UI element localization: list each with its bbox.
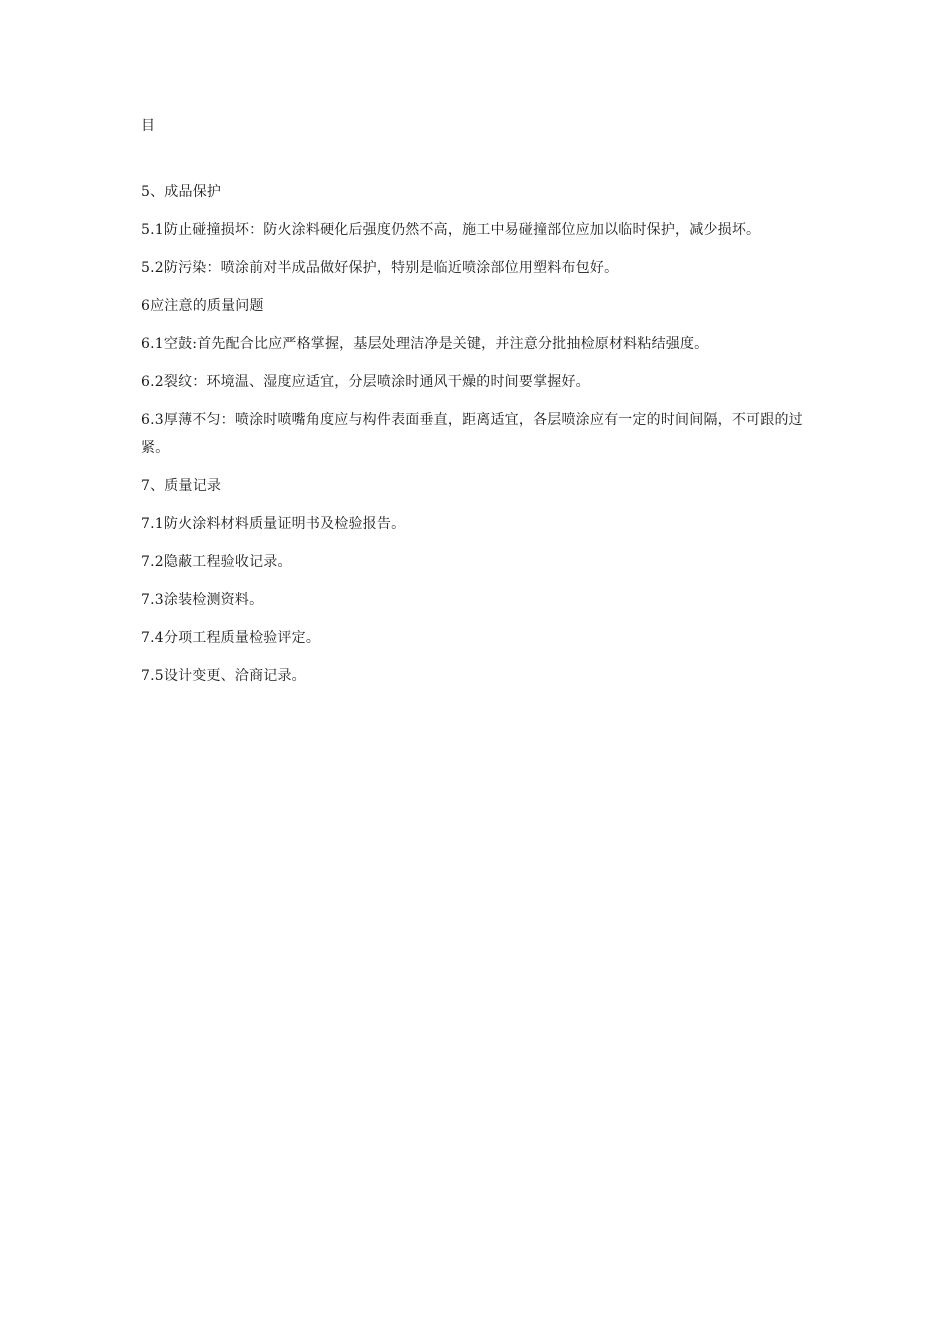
paragraph-7-3: 7.3涂装检测资料。 [141,592,264,608]
paragraph-5-1: 5.1防止碰撞损坏：防火涂料硬化后强度仍然不高，施工中易碰撞部位应加以临时保护，减少损坏。 [141,222,761,238]
section-heading-7: 7、质量记录 [141,478,222,494]
section-heading-5: 5、成品保护 [141,184,222,200]
paragraph-6-3: 6.3厚薄不匀：喷涂时喷嘴角度应与构件表面垂直，距离适宜，各层喷涂应有一定的时间间隔，不可跟的过紧。 [141,412,803,456]
paragraph-7-1: 7.1防火涂料材料质量证明书及检验报告。 [141,516,406,532]
paragraph-6-2: 6.2裂纹：环境温、湿度应适宜，分层喷涂时通风干燥的时间要掌握好。 [141,374,590,390]
paragraph-7-2: 7.2隐蔽工程验收记录。 [141,554,292,570]
text-fragment: 目 [141,118,156,134]
document-body [141,112,813,700]
paragraph-6-1: 6.1空鼓:首先配合比应严格掌握，基层处理洁净是关键，并注意分批抽检原材料粘结强度。 [141,336,709,352]
paragraph-7-5: 7.5设计变更、洽商记录。 [141,668,306,684]
paragraph-7-4: 7.4分项工程质量检验评定。 [141,630,321,646]
paragraph-5-2: 5.2防污染：喷涂前对半成品做好保护，特别是临近喷涂部位用塑料布包好。 [141,260,619,276]
section-heading-6: 6应注意的质量问题 [141,298,264,314]
